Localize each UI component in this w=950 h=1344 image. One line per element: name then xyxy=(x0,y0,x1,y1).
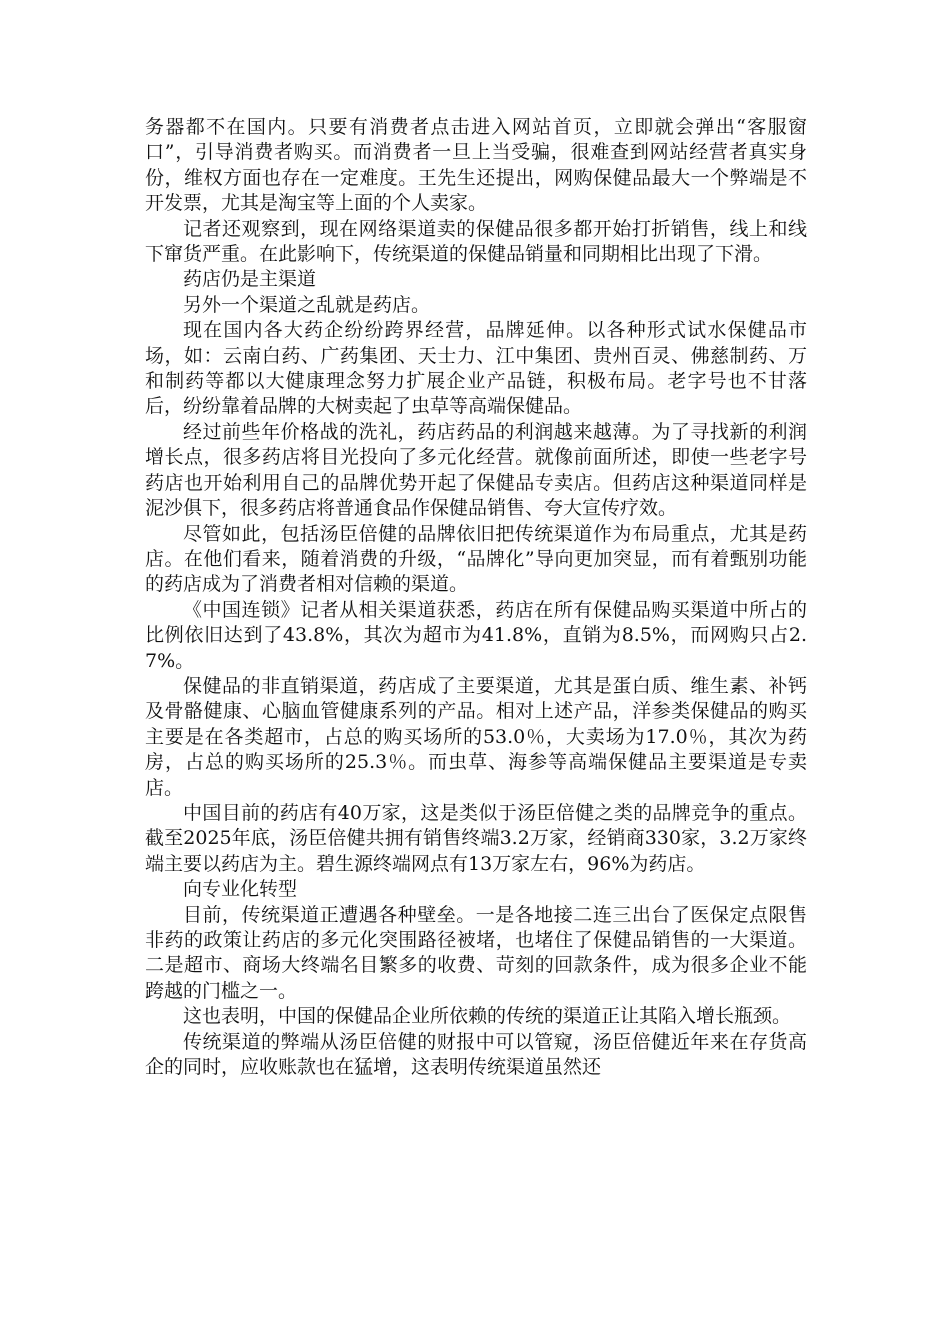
paragraph-online-discounting: 记者还观察到，现在网络渠道卖的保健品很多都开始打折销售，线上和线下窜货严重。在此影响下，传统渠道的保健品销量和同期相比出现了下滑。 xyxy=(145,217,807,266)
paragraph-pharma-crossover: 现在国内各大药企纷纷跨界经营，品牌延伸。以各种形式试水保健品市场，如：云南白药、广药集团、天士力、江中集团、贵州百灵、佛慈制药、万和制药等都以大健康理念努力扩展企业产品链，积极布局。老字号也不甘落后，纷纷靠着品牌的大树卖起了虫草等高端保健品。 xyxy=(145,319,807,418)
document-page xyxy=(145,115,807,1080)
section-heading-pharmacy-main-channel: 药店仍是主渠道 xyxy=(183,268,317,291)
paragraph-non-direct-channels: 保健品的非直销渠道，药店成了主要渠道，尤其是蛋白质、维生素、补钙及骨骼健康、心脑血管健康系列的产品。相对上述产品，洋参类保健品的购买主要是在各类超市，占总的购买场所的53.0％，大卖场为17.0％，其次为药房，占总的购买场所的25.3％。而虫草、海参等高端保健品主要渠道是专卖店。 xyxy=(145,674,807,799)
paragraph-price-war: 经过前些年价格战的洗礼，药店药品的利润越来越薄。为了寻找新的利润增长点，很多药店将目光投向了多元化经营。就像前面所述，即使一些老字号药店也开始利用自己的品牌优势开起了保健品专卖店。但药店这种渠道同样是泥沙俱下，很多药店将普通食品作保健品销售、夸大宣传疗效。 xyxy=(145,420,807,520)
paragraph-growth-bottleneck: 这也表明，中国的保健品企业所依赖的传统的渠道正让其陷入增长瓶颈。 xyxy=(183,1005,792,1028)
paragraph-pharmacy-count: 中国目前的药店有40万家，这是类似于汤臣倍健之类的品牌竞争的重点。截至2025年底，汤臣倍健共拥有销售终端3.2万家，经销商330家，3.2万家终端主要以药店为主。碧生源终端网点有13万家左右，96%为药店。 xyxy=(145,801,807,875)
paragraph-financial-report: 传统渠道的弊端从汤臣倍健的财报中可以管窥，汤臣倍健近年来在存货高企的同时，应收账款也在猛增，这表明传统渠道虽然还 xyxy=(145,1030,807,1079)
paragraph-barriers: 目前，传统渠道正遭遇各种壁垒。一是各地接二连三出台了医保定点限售非药的政策让药店的多元化突围路径被堵，也堵住了保健品销售的一大渠道。二是超市、商场大终端名目繁多的收费、苛刻的回款条件，成为很多企业不能跨越的门槛之一。 xyxy=(145,903,807,1002)
paragraph-traditional-focus: 尽管如此，包括汤臣倍健的品牌依旧把传统渠道作为布局重点，尤其是药店。在他们看来，随着消费的升级，“品牌化”导向更加突显，而有着甄别功能的药店成为了消费者相对信赖的渠道。 xyxy=(145,522,807,596)
section-heading-professionalization: 向专业化转型 xyxy=(183,878,298,901)
paragraph-pharmacy-chaos: 另外一个渠道之乱就是药店。 xyxy=(183,293,431,316)
paragraph-channel-share: 《中国连锁》记者从相关渠道获悉，药店在所有保健品购买渠道中所占的比例依旧达到了43.8%，其次为超市为41.8%，直销为8.5%，而网购只占2.7%。 xyxy=(145,598,807,672)
paragraph-online-risks: 务器都不在国内。只要有消费者点击进入网站首页，立即就会弹出“客服窗口”，引导消费者购买。而消费者一旦上当受骗，很难查到网站经营者真实身份，维权方面也存在一定难度。王先生还提出，网购保健品最大一个弊端是不开发票，尤其是淘宝等上面的个人卖家。 xyxy=(145,116,807,215)
